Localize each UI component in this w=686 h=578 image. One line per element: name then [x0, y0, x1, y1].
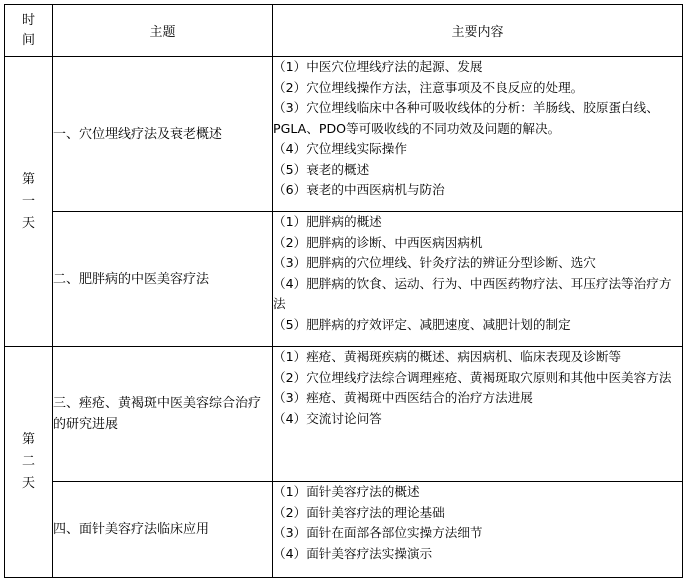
day-label-char: 一: [21, 193, 35, 209]
session-row: [5, 347, 683, 482]
day-label-char: 第: [21, 171, 35, 187]
content-item: （2）肥胖病的诊断、中西医病因病机: [273, 234, 483, 250]
header-content: 主要内容: [273, 5, 683, 57]
content-item: （3）穴位埋线临床中各种可吸收线体的分析：羊肠线、胶原蛋白线、PGLA、PDO等可吸收线的不同功效及问题的解决。: [273, 100, 659, 136]
session-content: [273, 212, 683, 347]
session-content: [273, 482, 683, 578]
content-item: （3）肥胖病的穴位埋线、针灸疗法的辨证分型诊断、选穴: [273, 255, 596, 270]
day-label-char: 天: [21, 215, 35, 231]
content-item: （1）面针美容疗法的概述: [273, 484, 420, 499]
session-topic: 三、痤疮、黄褐斑中医美容综合治疗的研究进展: [53, 347, 273, 482]
content-item: （4）面针美容疗法实操演示: [273, 545, 433, 561]
content-item: （3）面针在面部各部位实操方法细节: [273, 525, 483, 540]
course-schedule-table: [4, 4, 683, 578]
header-topic: 主题: [53, 5, 273, 57]
day-label-cell: [5, 57, 53, 347]
header-time-char: 时: [21, 12, 35, 28]
session-content: [273, 347, 683, 482]
content-item: （6）衰老的中西医病机与防治: [273, 182, 445, 197]
day-label-char: 第: [21, 432, 35, 447]
session-row: [5, 482, 683, 578]
header-row: [5, 5, 683, 57]
session-row: [5, 212, 683, 347]
content-item: （4）交流讨论问答: [273, 410, 382, 426]
session-topic: 二、肥胖病的中医美容疗法: [53, 212, 273, 347]
day-label-char: 二: [21, 454, 35, 469]
day-label-cell: [5, 347, 53, 578]
day-label-char: 天: [21, 476, 35, 491]
content-item: （4）穴位埋线实际操作: [273, 141, 407, 156]
content-item: （2）穴位埋线操作方法，注意事项及不良反应的处理。: [273, 79, 584, 95]
header-time-char: 间: [21, 32, 35, 48]
content-item: （5）衰老的概述: [273, 161, 370, 177]
session-topic: 四、面针美容疗法临床应用: [53, 482, 273, 578]
content-item: （5）肥胖病的疗效评定、减肥速度、减肥计划的制定: [273, 316, 571, 332]
session-row: [5, 57, 683, 212]
content-item: （1）中医穴位埋线疗法的起源、发展: [273, 59, 483, 74]
content-item: （2）穴位埋线疗法综合调理痤疮、黄褐斑取穴原则和其他中医美容方法: [273, 369, 672, 385]
content-item: （4）肥胖病的饮食、运动、行为、中西医药物疗法、耳压疗法等治疗方法: [273, 275, 672, 311]
content-item: （1）痤疮、黄褐斑疾病的概述、病因病机、临床表现及诊断等: [273, 349, 622, 364]
content-item: （1）肥胖病的概述: [273, 214, 382, 229]
header-time: [5, 5, 53, 57]
content-item: （3）痤疮、黄褐斑中西医结合的治疗方法进展: [273, 390, 533, 405]
session-topic: 一、穴位埋线疗法及衰老概述: [53, 57, 273, 212]
content-item: （2）面针美容疗法的理论基础: [273, 504, 445, 520]
session-content: [273, 57, 683, 212]
